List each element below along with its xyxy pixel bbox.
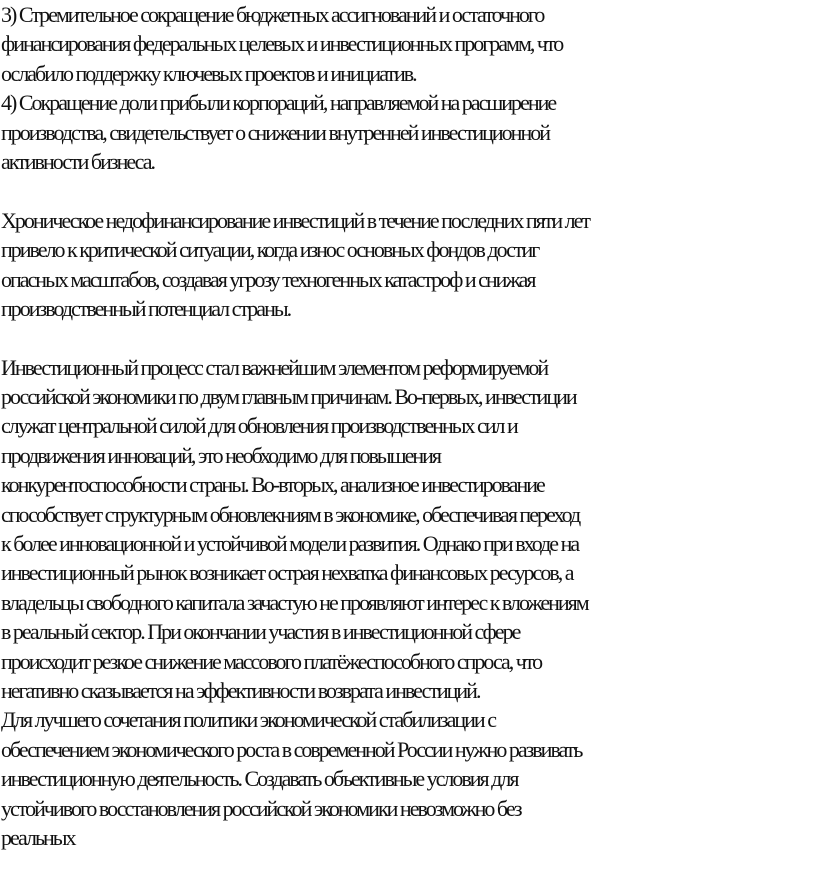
text-line: устойчивого восстановления российской экономики невозможно без xyxy=(1,795,521,821)
text-line: 3) Стремительное сокращение бюджетных ассигнований и остаточного xyxy=(1,2,544,27)
text-line: российской экономики по двум главным причинам. Во-первых, инвестиции xyxy=(1,384,576,410)
paragraph-underfunding xyxy=(1,206,816,324)
text-line: обеспечением экономического роста в современной России нужно развивать xyxy=(1,736,582,762)
text-line: негативно сказывается на эффективности возврата инвестиций. xyxy=(1,677,480,703)
text-line: 4) Сокращение доли прибыли корпораций, направляемой на расширение xyxy=(1,90,556,116)
text-line: продвижения инноваций, это необходимо для повышения xyxy=(1,442,441,468)
text-line: инвестиционную деятельность. Создавать объективные условия для xyxy=(1,766,518,792)
text-line: конкурентоспособности страны. Во-вторых, анализное инвестирование xyxy=(1,472,544,498)
paragraph-item-4 xyxy=(1,88,816,176)
text-line: владельцы свободного капитала зачастую не проявляют интерес к вложениям xyxy=(1,589,588,615)
paragraph-spacer xyxy=(1,176,816,205)
text-line: происходит резкое снижение массового платёжеспособного спроса, что xyxy=(1,648,542,674)
text-line: Для лучшего сочетания политики экономической стабилизации с xyxy=(1,707,495,733)
text-line: Хроническое недофинансирование инвестиций в течение последних пяти лет xyxy=(1,207,590,233)
paragraph-conclusion xyxy=(1,705,816,852)
text-line: в реальный сектор. При окончании участия в инвестиционной сфере xyxy=(1,619,520,645)
text-line: реальных xyxy=(1,824,75,850)
text-line: производства, свидетельствует о снижении внутренней инвестиционной xyxy=(1,119,549,145)
paragraph-item-3 xyxy=(1,0,816,88)
text-line: способствует структурным обновлекниям в экономике, обеспечивая переход xyxy=(1,501,580,527)
text-line: производственный потенциал страны. xyxy=(1,295,291,321)
text-line: инвестиционный рынок возникает острая нехватка финансовых ресурсов, а xyxy=(1,560,573,586)
text-line: опасных масштабов, создавая угрозу техногенных катастроф и снижая xyxy=(1,266,535,292)
text-line: финансирования федеральных целевых и инвестиционных программ, что xyxy=(1,31,563,57)
paragraph-spacer xyxy=(1,323,816,352)
text-line: к более инновационной и устойчивой модели развития. Однако при входе на xyxy=(1,531,579,557)
text-line: Инвестиционный процесс стал важнейшим элементом реформируемой xyxy=(1,354,548,380)
paragraph-investment-process xyxy=(1,353,816,706)
text-line: служат центральной силой для обновления производственных сил и xyxy=(1,413,517,439)
text-line: активности бизнеса. xyxy=(1,148,154,174)
text-line: ослабило поддержку ключевых проектов и инициатив. xyxy=(1,60,416,86)
text-line: привело к критической ситуации, когда износ основных фондов достиг xyxy=(1,237,539,263)
